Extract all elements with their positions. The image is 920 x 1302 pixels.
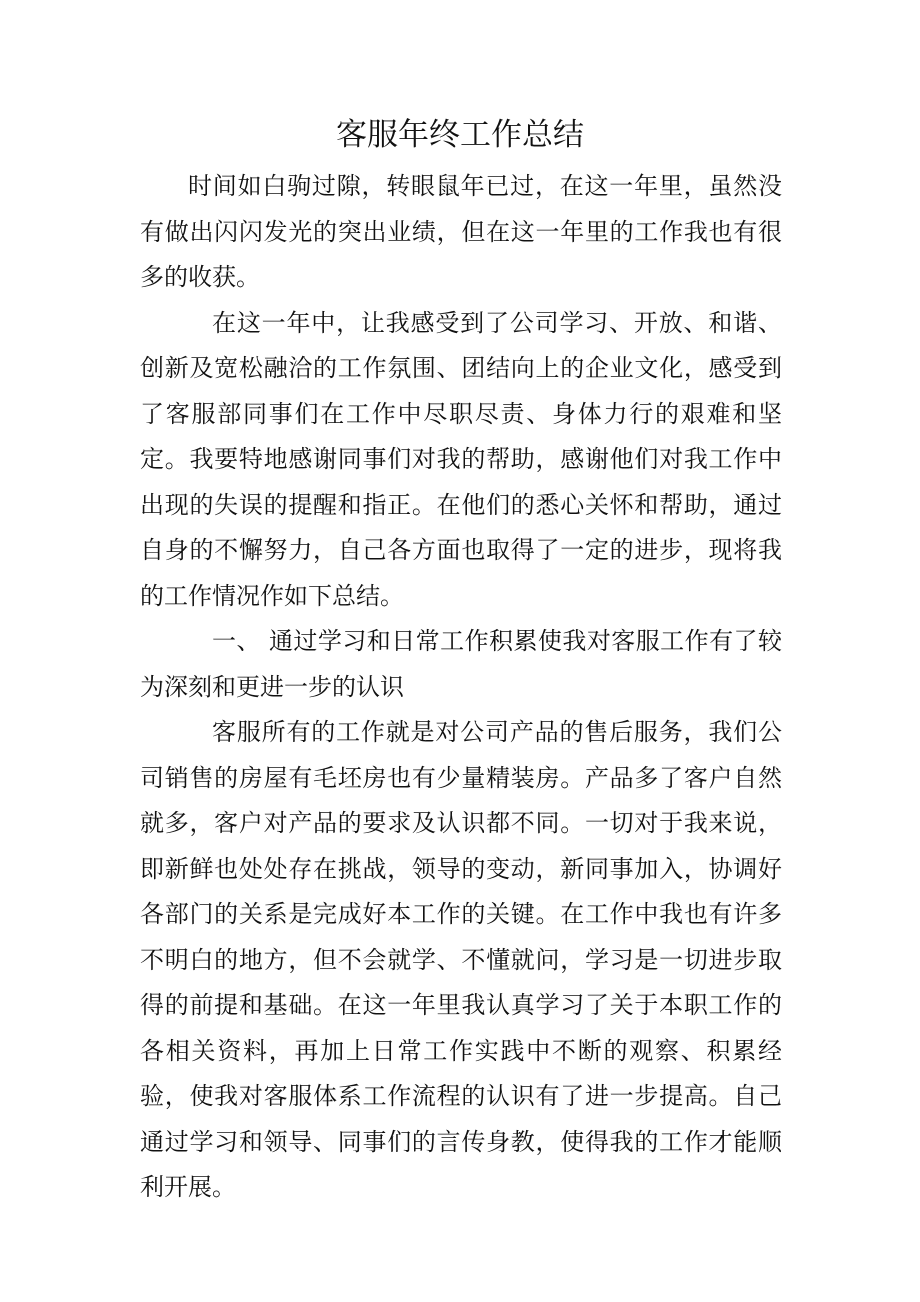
paragraph-customer-service: 客服所有的工作就是对公司产品的售后服务，我们公司销售的房屋有毛坯房也有少量精装房。产品多了客户自然就多，客户对产品的要求及认识都不同。一切对于我来说，即新鲜也处处存在挑战，领导的变动，新同事加入，协调好各部门的关系是完成好本工作的关键。在工作中我也有许多不明白的地方，但不会就学、不懂就问，学习是一切进步取得的前提和基础。在这一年里我认真学习了关于本职工作的各相关资料，再加上日常工作实践中不断的观察、积累经验，使我对客服体系工作流程的认识有了进一步提高。自己通过学习和领导、同事们的言传身教，使得我的工作才能顺利开展。 [140,718,782,1201]
section-heading-1: 一、 通过学习和日常工作积累使我对客服工作有了较为深刻和更进一步的认识 [140,627,782,701]
paragraph-intro: 时间如白驹过隙，转眼鼠年已过，在这一年里，虽然没有做出闪闪发光的突出业绩，但在这一年里的工作我也有很多的收获。 [140,172,782,291]
document-title: 客服年终工作总结 [336,117,584,153]
document-body [140,164,782,1211]
paragraph-gratitude: 在这一年中，让我感受到了公司学习、开放、和谐、创新及宽松融洽的工作氛围、团结向上的企业文化，感受到了客服部同事们在工作中尽职尽责、身体力行的艰难和坚定。我要特地感谢同事们对我的帮助，感谢他们对我工作中出现的失误的提醒和指正。在他们的悉心关怀和帮助，通过自身的不懈努力，自己各方面也取得了一定的进步，现将我的工作情况作如下总结。 [140,308,782,610]
